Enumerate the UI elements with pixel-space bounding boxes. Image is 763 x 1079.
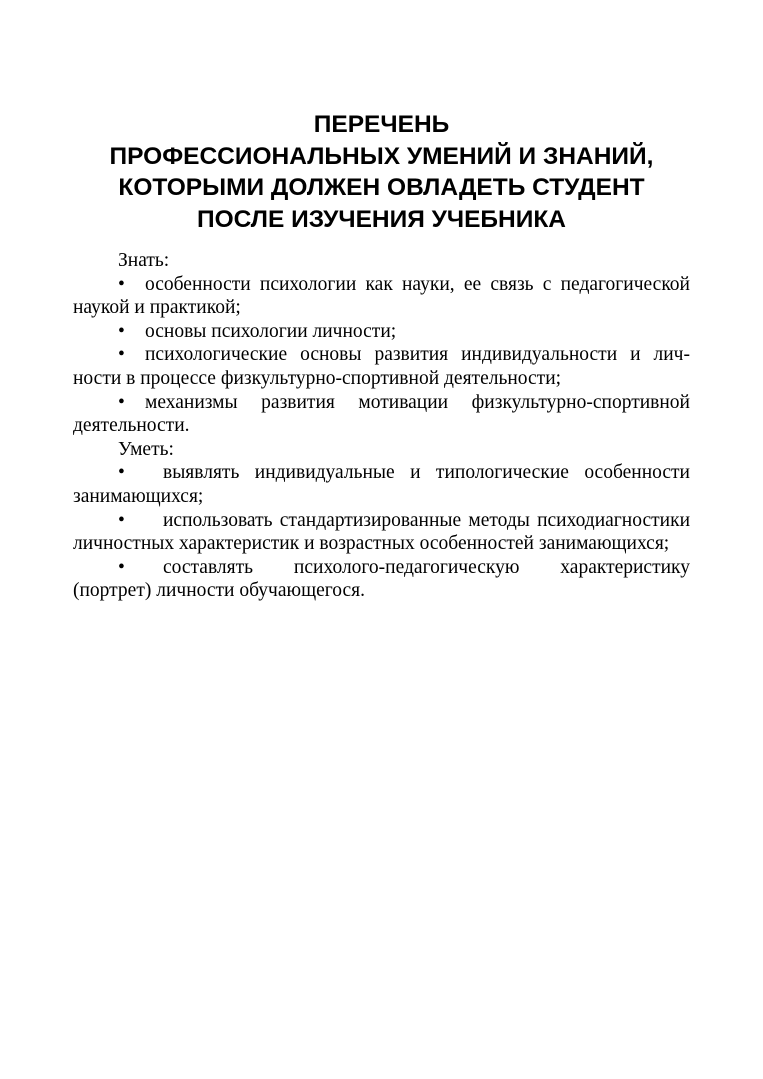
skill-item [73,461,690,508]
know-item [73,273,690,320]
bullet-icon: • [118,320,125,342]
know-heading: Знать: [118,250,170,271]
document-page [73,109,690,603]
document-body [73,249,690,603]
title-line: ПЕРЕЧЕНЬ [313,111,450,138]
bullet-icon: • [118,462,125,484]
title-line: ПРОФЕССИОНАЛЬНЫХ УМЕНИЙ И ЗНАНИЙ, [109,142,654,170]
know-item [73,391,690,438]
know-item-text: особенности психологии как науки, ее связь с педагогической наукой и практикой; [73,273,690,319]
skill-item [73,556,690,603]
skill-item [73,509,690,556]
know-item-text: основы психологии личности; [145,320,397,342]
title-line: ПОСЛЕ ИЗУЧЕНИЯ УЧЕБНИКА [197,205,566,233]
know-item [73,320,690,344]
know-item-text: психологические основы развития индивидуальности и личности в процессе физкультурно-спортивной деятельности; [73,344,690,389]
page-title [73,109,690,235]
bullet-icon: • [118,509,125,531]
bullet-icon: • [118,344,125,366]
skills-heading: Уметь: [118,438,174,460]
bullet-icon: • [118,556,125,578]
bullet-icon: • [118,391,125,413]
title-line: КОТОРЫМИ ДОЛЖЕН ОВЛАДЕТЬ СТУДЕНТ [118,174,645,201]
know-item [73,343,690,390]
skill-item-text: составлять психолого-педагогическую характеристику (портрет) личности обучающегося. [73,556,690,602]
bullet-icon: • [118,273,125,295]
know-item-text: механизмы развития мотивации физкультурно-спортивной деятельности. [73,391,690,437]
skill-item-text: использовать стандартизированные методы психодиагностики личностных характеристик и возрастных особенностей занимающихся; [73,509,690,555]
skill-item-text: выявлять индивидуальные и типологические особенности занимающихся; [73,462,690,507]
